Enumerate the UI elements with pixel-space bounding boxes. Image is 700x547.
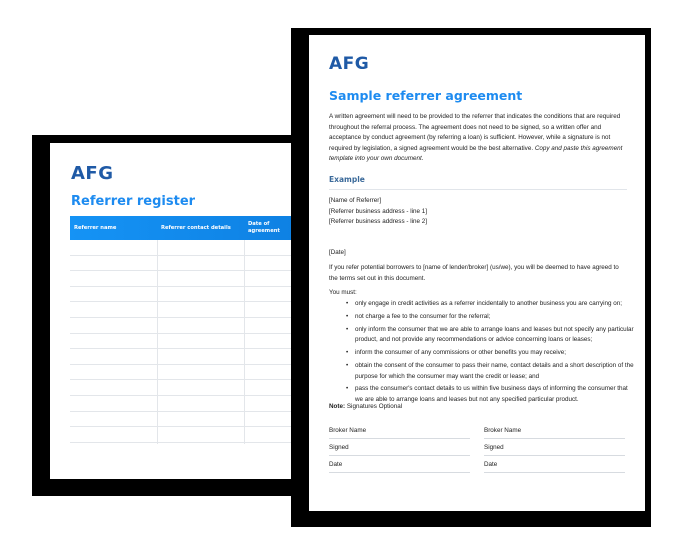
example-heading: Example (329, 175, 365, 184)
list-item: • obtain the consent of the consumer to pass their name, contact details and a short description of the purpose for which the consumer may want the credit or lease; and (346, 362, 634, 380)
bullet-icon: • (346, 312, 349, 320)
table-row[interactable] (70, 427, 310, 443)
table-row[interactable] (70, 380, 310, 396)
table-row[interactable] (70, 396, 310, 412)
bullet-icon: • (346, 362, 349, 370)
date-field-right[interactable]: Date (484, 460, 625, 473)
signed-field-left[interactable]: Signed (329, 443, 470, 456)
table-row[interactable] (70, 302, 310, 318)
referrer-register-page (50, 143, 310, 479)
note-line: Note: Signatures Optional (329, 403, 403, 410)
broker-name-field-right[interactable]: Broker Name (484, 426, 625, 439)
list-item: • pass the consumer's contact details to us within five business days of informing the consumer that we are able to arrange loans and leases but not any specified particular product. (346, 385, 628, 403)
intro-italic-instruction: Copy and paste this agreement template into your own document. (329, 144, 623, 162)
date-placeholder: [Date] (329, 249, 346, 256)
table-row[interactable] (70, 271, 310, 287)
column-header-contact-details: Referrer contact details (161, 225, 231, 231)
date-field-left[interactable]: Date (329, 460, 470, 473)
table-row[interactable] (70, 365, 310, 381)
sample-agreement-page (309, 35, 645, 511)
list-item: • only engage in credit activities as a referrer incidentally to another business you are carrying on; (346, 299, 636, 310)
divider (329, 189, 627, 190)
referrer-register-table (70, 216, 310, 444)
table-row[interactable] (70, 349, 310, 365)
table-row[interactable] (70, 318, 310, 334)
column-header-referrer-name: Referrer name (74, 225, 117, 231)
address-line: [Name of Referrer] (329, 197, 382, 204)
table-row[interactable] (70, 334, 310, 350)
address-line: [Referrer business address - line 2] (329, 218, 427, 225)
afg-logo: AFG (71, 163, 114, 184)
afg-logo: AFG (329, 54, 370, 74)
bullet-icon: • (346, 300, 349, 307)
obligations-list (346, 299, 636, 408)
table-row[interactable] (70, 256, 310, 272)
table-header (70, 216, 310, 240)
page-title: Referrer register (71, 194, 196, 209)
table-body (70, 240, 310, 444)
column-header-date-of-agreement: Date of agreement (248, 221, 280, 234)
broker-name-field-left[interactable]: Broker Name (329, 426, 470, 439)
table-row[interactable] (70, 240, 310, 256)
signed-field-right[interactable]: Signed (484, 443, 625, 456)
page-title: Sample referrer agreement (329, 88, 523, 103)
agreement-paragraph: If you refer potential borrowers to [name of lender/broker] (us/we), you will be deemed to have agreed to the terms set out in this document. (329, 264, 619, 282)
note-label: Note: (329, 403, 346, 410)
list-item: • inform the consumer of any commissions or other benefits you may receive; (346, 348, 636, 359)
intro-paragraph: A written agreement will need to be provided to the referrer that indicates the conditions that are required throughout the referral process. The agreement does not need to be signed, so a written offer and acceptance by conduct agreement (by referring a loan) is sufficient. However, while a signature is not required by legislation, a signed agreement would be the best alternative. Copy and paste this agreement template into your own document. (329, 113, 623, 162)
bullet-icon: • (346, 325, 349, 333)
list-item: • only inform the consumer that we are able to arrange loans and leases but not specify any particular product, and not provide any recommendations or advice concerning loans or leases; (346, 325, 634, 344)
address-block (329, 196, 627, 228)
bullet-icon: • (346, 385, 349, 393)
address-line: [Referrer business address - line 1] (329, 207, 427, 215)
you-must-label: You must: (329, 289, 357, 296)
table-row[interactable] (70, 412, 310, 428)
list-item: • not charge a fee to the consumer for the referral; (346, 312, 636, 323)
bullet-icon: • (346, 349, 349, 357)
table-row[interactable] (70, 287, 310, 303)
